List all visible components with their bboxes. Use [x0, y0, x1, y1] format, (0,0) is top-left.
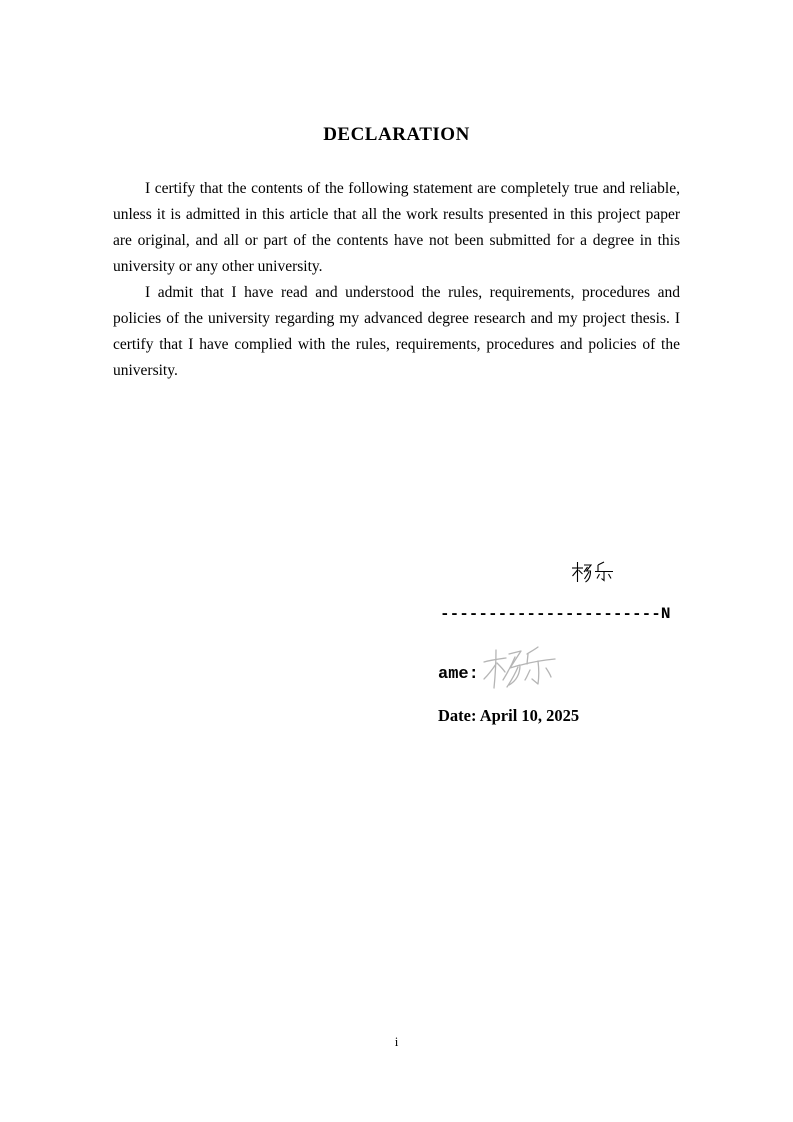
- typed-name-cjk: [571, 561, 613, 583]
- declaration-paragraph-1: I certify that the contents of the following statement are completely true and reliable, unless it is admitted in this article that all the work results presented in this project paper are original, and all or part of the contents have not been submitted for a degree in this university or any other university.: [113, 180, 680, 275]
- declaration-paragraph-2: I admit that I have read and understood the rules, requirements, procedures and policies of the university regarding my advanced degree research and my project thesis. I certify that I have complied with the rules, requirements, procedures and policies of the university.: [113, 284, 680, 379]
- page-title: DECLARATION: [323, 124, 470, 145]
- handwritten-signature: [482, 644, 558, 694]
- date-line: Date: April 10, 2025: [438, 706, 580, 725]
- name-label: ame:: [438, 665, 479, 684]
- signature-line-with-wrapped-n: -----------------------N: [440, 605, 671, 623]
- page-number: i: [394, 1034, 399, 1049]
- declaration-body: [113, 176, 680, 384]
